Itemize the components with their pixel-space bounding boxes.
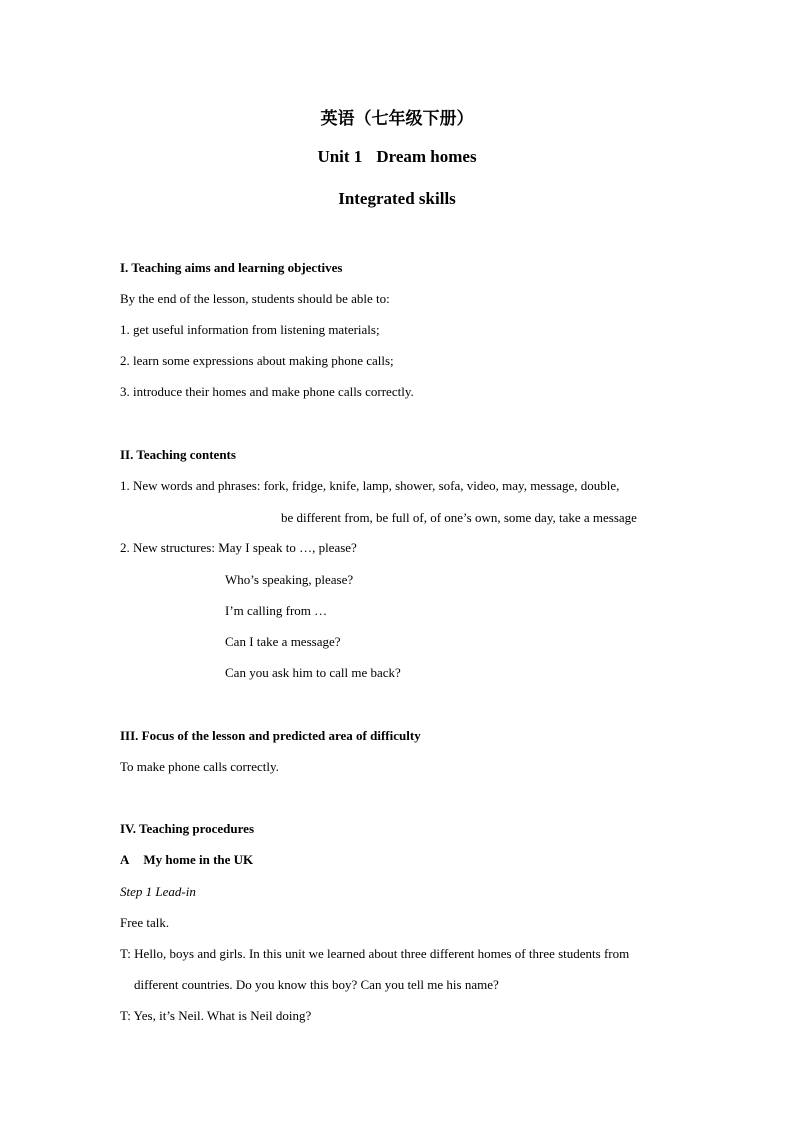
part-a-heading — [120, 851, 253, 869]
part-letter: A — [120, 852, 130, 867]
section-heading-focus: III. Focus of the lesson and predicted area of difficulty — [120, 728, 421, 743]
unit-number: Unit 1 — [317, 147, 363, 166]
section-heading-contents: II. Teaching contents — [120, 447, 236, 462]
step-heading: Step 1 Lead-in — [120, 884, 196, 899]
new-structure-item: Who’s speaking, please? — [225, 572, 354, 587]
part-title: My home in the UK — [143, 852, 254, 867]
new-words-line-2: be different from, be full of, of one’s own, some day, take a message — [281, 510, 637, 525]
new-structure-item: I’m calling from … — [225, 603, 328, 618]
new-structure-item: Can you ask him to call me back? — [225, 665, 401, 680]
dialogue-line-2: different countries. Do you know this boy? Can you tell me his name? — [134, 977, 499, 992]
free-talk-label: Free talk. — [120, 915, 170, 930]
unit-title — [0, 147, 794, 167]
section-heading-aims: I. Teaching aims and learning objectives — [120, 260, 343, 275]
focus-text: To make phone calls correctly. — [120, 759, 279, 774]
new-words-line-1: 1. New words and phrases: fork, fridge, knife, lamp, shower, sofa, video, may, message, double, — [120, 478, 620, 493]
aims-item-1: 1. get useful information from listening materials; — [120, 322, 380, 337]
aims-intro: By the end of the lesson, students should be able to: — [120, 291, 390, 306]
new-structure-item: Can I take a message? — [225, 634, 341, 649]
aims-item-3: 3. introduce their homes and make phone calls correctly. — [120, 384, 414, 399]
dialogue-line-3: T: Yes, it’s Neil. What is Neil doing? — [120, 1008, 312, 1023]
subject-title: 英语（七年级下册） — [320, 109, 474, 128]
section-heading-procedures: IV. Teaching procedures — [120, 821, 255, 836]
lesson-title: Integrated skills — [338, 189, 456, 208]
new-structures-line-1: 2. New structures: May I speak to …, please? — [120, 540, 357, 555]
aims-item-2: 2. learn some expressions about making phone calls; — [120, 353, 394, 368]
dialogue-line-1: T: Hello, boys and girls. In this unit we learned about three different homes of three students from — [120, 946, 630, 961]
unit-name: Dream homes — [376, 147, 477, 166]
